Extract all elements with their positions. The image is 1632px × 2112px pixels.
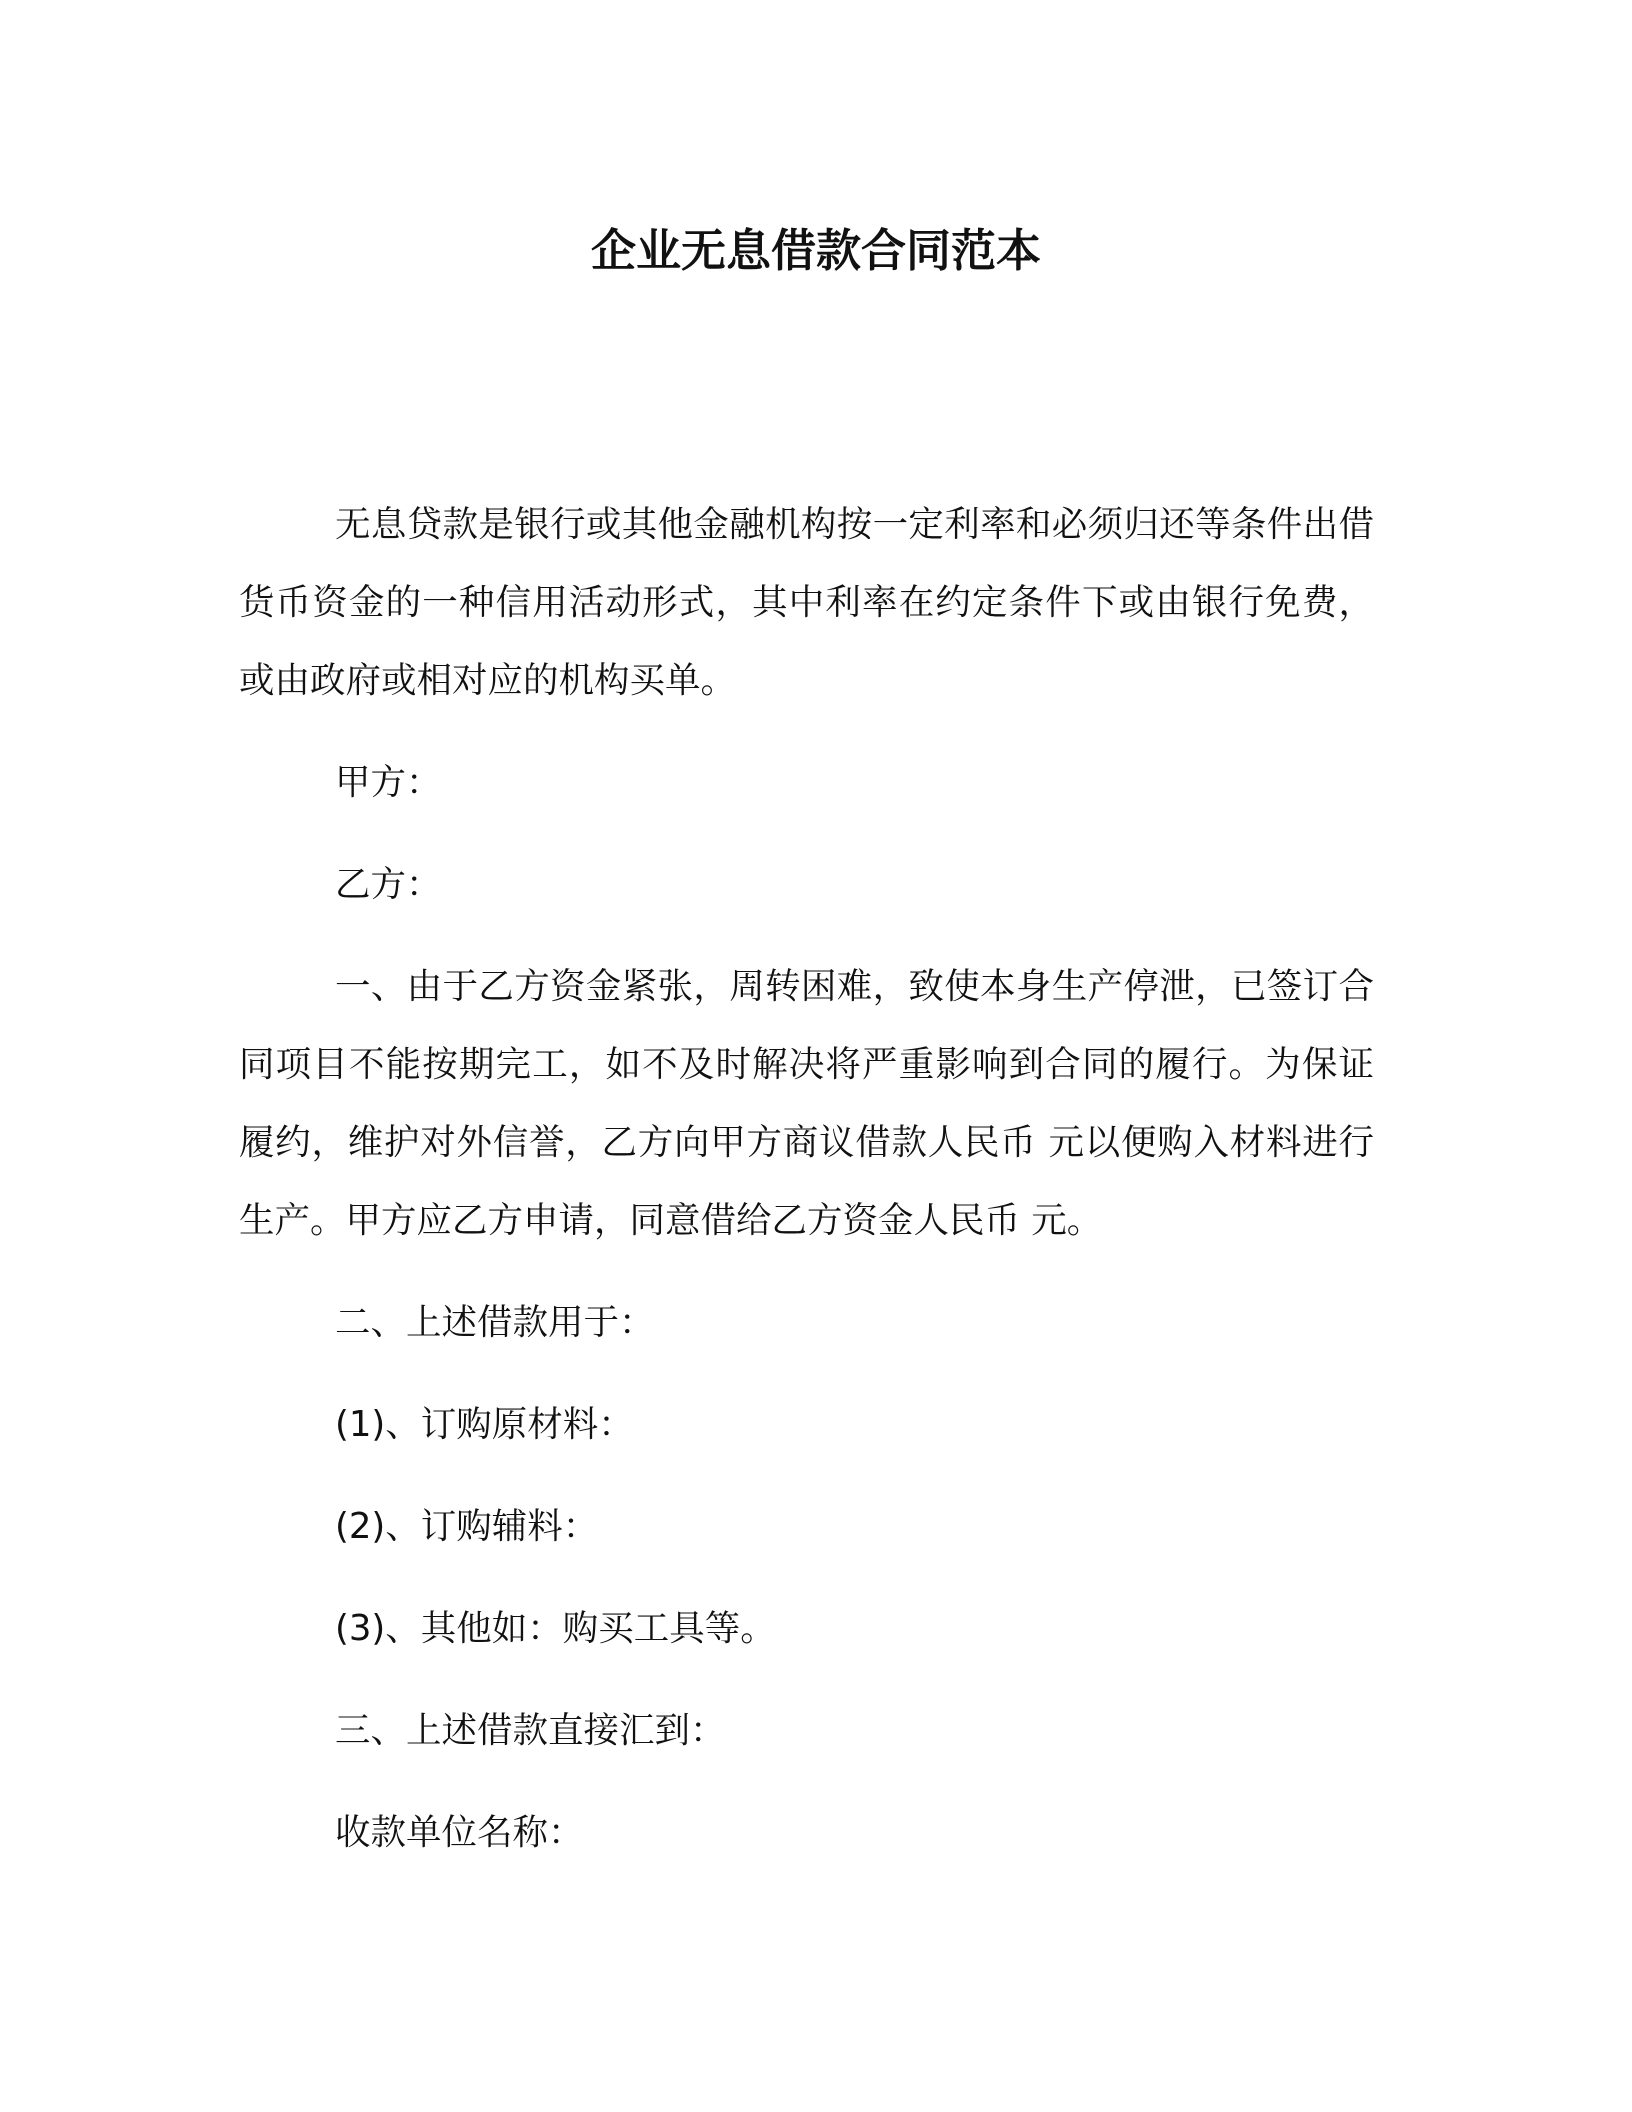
clause-two-item-2: (2)、订购辅料： (335, 1506, 599, 1547)
document-title: 企业无息借款合同范本 (590, 224, 1041, 277)
clause-two-item-3: (3)、其他如：购买工具等。 (335, 1608, 776, 1649)
party-a-line: 甲方： (335, 762, 442, 803)
payee-name-line: 收款单位名称： (335, 1812, 584, 1853)
clause-three-heading: 三、上述借款直接汇到： (335, 1710, 726, 1751)
intro-paragraph: 无息贷款是银行或其他金融机构按一定利率和必须归还等条件出借货币资金的一种信用活动形式，其中利率在约定条件下或由银行免费，或由政府或相对应的机构买单。 (239, 504, 1374, 701)
clause-two-heading: 二、上述借款用于： (335, 1302, 655, 1343)
clause-two-item-1: (1)、订购原材料： (335, 1404, 634, 1445)
clause-one-paragraph: 一、由于乙方资金紧张，周转困难，致使本身生产停泄，已签订合同项目不能按期完工，如不及时解决将严重影响到合同的履行。为保证履约，维护对外信誉，乙方向甲方商议借款人民币 元以便购入材料进行生产。甲方应乙方申请，同意借给乙方资金人民币 元。 (239, 966, 1374, 1241)
document-body (239, 486, 1374, 1896)
party-b-line: 乙方： (335, 864, 442, 905)
